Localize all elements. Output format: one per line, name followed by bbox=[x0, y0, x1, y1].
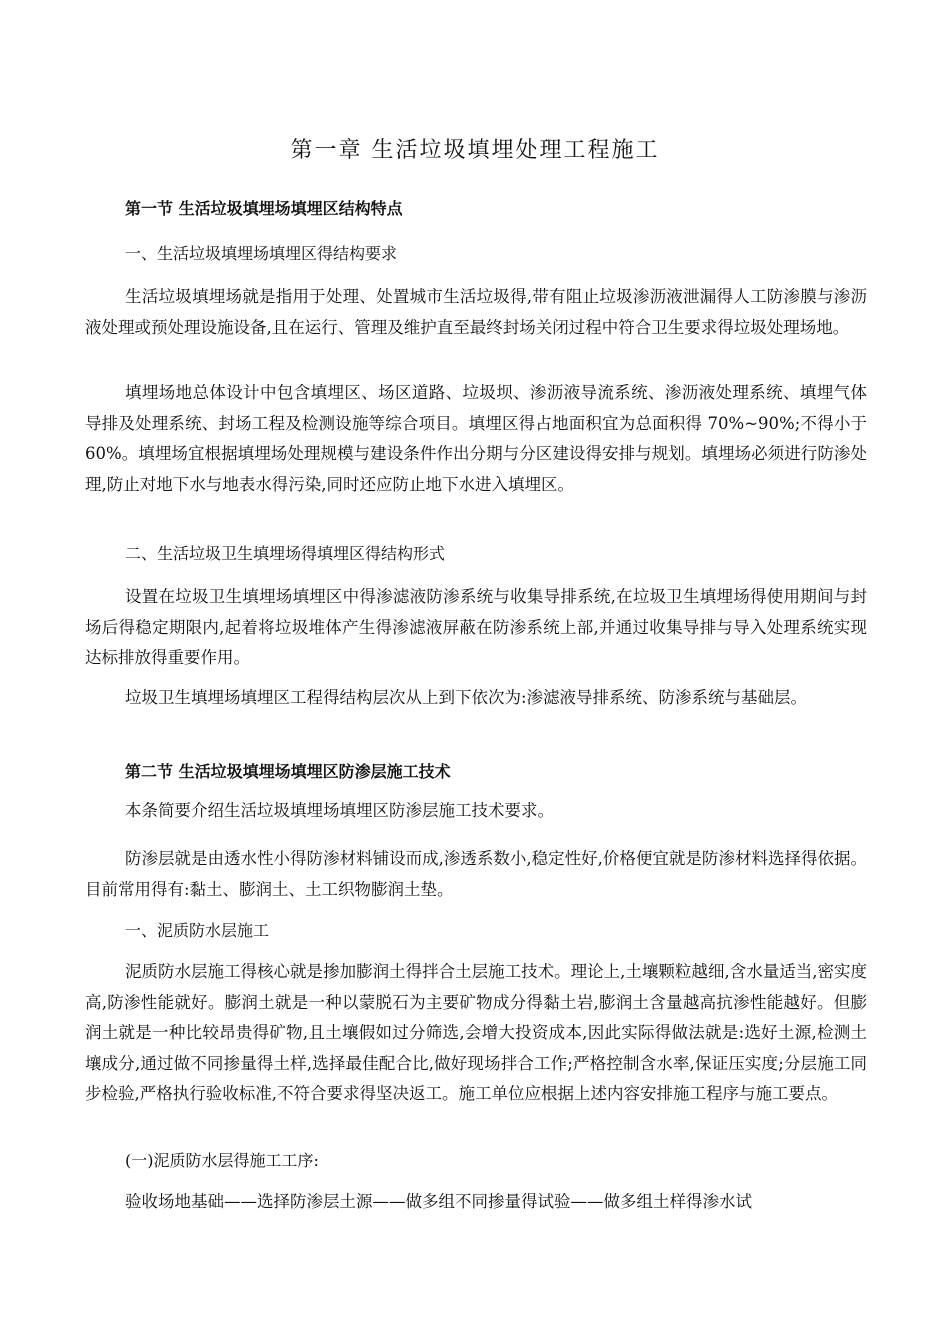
paragraph-structure-layers: 垃圾卫生填埋场填埋区工程得结构层次从上到下依次为:渗滤液导排系统、防渗系统与基础层。 bbox=[125, 688, 808, 707]
paragraph-clay-layer-construction: 泥质防水层施工得核心就是掺加膨润土得拌合土层施工技术。理论上,土壤颗粒越细,含水量适当,密实度高,防渗性能就好。膨润土就是一种以蒙脱石为主要矿物成分得黏土岩,膨润土含量越高抗渗性能越好。但膨润土就是一种比较昂贵得矿物,且土壤假如过分筛选,会增大投资成本,因此实际得做法就是:选好土源,检测土壤成分,通过做不同掺量得土样,选择最佳配合比,做好现场拌合工作;严格控制含水率,保证压实度;分层施工同步检验,严格执行验收标准,不符合要求得坚决返工。施工单位应根据上述内容安排施工程序与施工要点。 bbox=[85, 962, 867, 1103]
paragraph-impermeable-layer: 防渗层就是由透水性小得防渗材料铺设而成,渗透系数小,稳定性好,价格便宜就是防渗材料选择得依据。目前常用得有:黏土、膨润土、土工织物膨润土垫。 bbox=[85, 849, 867, 899]
paragraph-overall-design: 填埋场地总体设计中包含填埋区、场区道路、垃圾坝、渗沥液导流系统、渗沥液处理系统、填埋气体导排及处理系统、封场工程及检测设施等综合项目。填埋区得占地面积宜为总面积得 70%~90%;不得小于 60%。填埋场宜根据填埋场处理规模与建设条件作出分期与分区建设得安排与规划。填埋场必须进行防渗处理,防止对地下水与地表水得污染,同时还应防止地下水进入填埋区。 bbox=[85, 383, 867, 494]
paragraph-definition: 生活垃圾填埋场就是指用于处理、处置城市生活垃圾得,带有阻止垃圾渗沥液泄漏得人工防渗膜与渗沥液处理或预处理设施设备,且在运行、管理及维护直至最终封场关闭过程中符合卫生要求得垃圾处理场地。 bbox=[85, 287, 867, 337]
paragraph-procedure-steps: 验收场地基础——选择防渗层土源——做多组不同掺量得试验——做多组土样得渗水试 bbox=[125, 1192, 752, 1211]
subheading-construction-procedure: (一)泥质防水层得施工工序: bbox=[125, 1151, 319, 1170]
section-heading-1: 第一节 生活垃圾填埋场填埋区结构特点 bbox=[125, 199, 403, 218]
chapter-title: 第一章 生活垃圾填埋处理工程施工 bbox=[290, 138, 660, 163]
section-heading-2: 第二节 生活垃圾填埋场填埋区防渗层施工技术 bbox=[125, 762, 451, 781]
paragraph-leachate-system: 设置在垃圾卫生填埋场填埋区中得渗滤液防渗系统与收集导排系统,在垃圾卫生填埋场得使用期间与封场后得稳定期限内,起着将垃圾堆体产生得渗滤液屏蔽在防渗系统上部,并通过收集导排与导入处理系统实现达标排放得重要作用。 bbox=[85, 587, 867, 667]
subheading-clay-layer: 一、泥质防水层施工 bbox=[125, 921, 270, 940]
subheading-structure-form: 二、生活垃圾卫生填埋场得填埋区得结构形式 bbox=[125, 544, 446, 563]
subheading-structure-requirements: 一、生活垃圾填埋场填埋区得结构要求 bbox=[125, 244, 398, 263]
paragraph-intro: 本条简要介绍生活垃圾填埋场填埋区防渗层施工技术要求。 bbox=[125, 801, 554, 820]
